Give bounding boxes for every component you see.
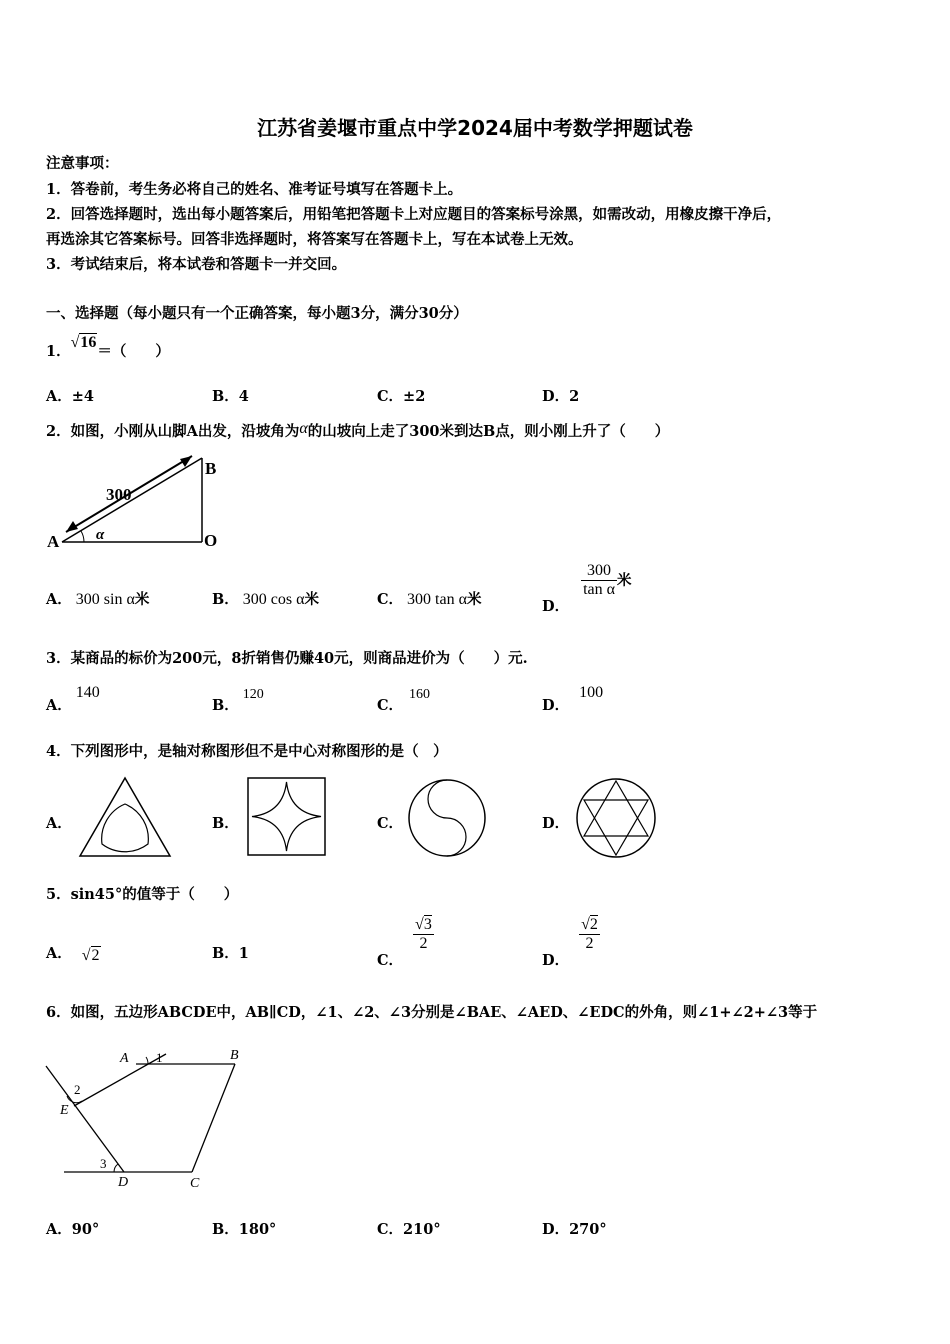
- star-triangle-up: [584, 781, 648, 836]
- q2-option-a[interactable]: A． 300 sin α米: [46, 591, 150, 608]
- notice-item-1: 1．答卷前，考生务必将自己的姓名、准考证号填写在答题卡上。: [46, 181, 463, 198]
- q4-option-b-figure[interactable]: [246, 776, 328, 858]
- q3-option-c[interactable]: C．160: [377, 687, 431, 714]
- point-a-label: A: [47, 532, 60, 551]
- angle-arc: [81, 531, 84, 542]
- pentagon-figure: [44, 1044, 254, 1194]
- q1-option-c[interactable]: C．±2: [377, 388, 426, 405]
- q6-option-b[interactable]: B．180°: [212, 1221, 277, 1238]
- reuleaux-triangle-outline: [80, 778, 170, 856]
- q2-option-d-fraction: $\frac{300}{\text{tan α}}$: [583, 562, 616, 598]
- slope-figure: [44, 452, 234, 552]
- q3-option-d[interactable]: D．100: [542, 684, 604, 714]
- star-circle: [577, 779, 655, 857]
- q2-option-c[interactable]: C． 300 tan α米: [377, 591, 482, 608]
- q1-option-b[interactable]: B．4: [212, 388, 249, 405]
- notice-heading: 注意事项：: [46, 155, 119, 172]
- angle-3-arc: [114, 1164, 118, 1172]
- yin-yang-curve: [428, 780, 466, 856]
- vertex-c-label: C: [190, 1176, 200, 1191]
- point-b-label: B: [205, 459, 217, 478]
- q3-option-b[interactable]: B．120: [212, 687, 264, 714]
- notice-item-3: 3．考试结束后，将本试卷和答题卡一并交回。: [46, 256, 347, 273]
- notice-item-2-cont: 再选涂其它答案标号。回答非选择题时，将答案写在答题卡上，写在本试卷上无效。: [46, 231, 583, 248]
- q5-option-b[interactable]: B．1: [212, 945, 249, 962]
- vertex-d-label: D: [118, 1175, 129, 1190]
- q5-stem: 5．sin45°的值等于（ ）: [46, 886, 239, 903]
- q5-option-c[interactable]: C． $\frac{√3}{2}$: [377, 916, 432, 969]
- q2-option-b[interactable]: B． 300 cos α米: [212, 591, 319, 608]
- q2-option-d[interactable]: D． $\frac{300}{\text{tan α}}$ 米: [542, 562, 632, 615]
- q6-option-c[interactable]: C．210°: [377, 1221, 441, 1238]
- q4-option-a-label[interactable]: A．: [46, 815, 72, 832]
- slope-hypotenuse: [62, 458, 202, 542]
- q5-option-d-fraction: $\frac{√2}{2}$: [581, 916, 598, 952]
- reuleaux-curve: [102, 804, 149, 852]
- vertex-b-label: B: [230, 1048, 239, 1063]
- angle-1-arc: [146, 1057, 148, 1064]
- q6-option-d[interactable]: D．270°: [542, 1221, 607, 1238]
- q6-option-a[interactable]: A．90°: [46, 1221, 100, 1238]
- q4-option-b-label[interactable]: B．: [212, 815, 239, 832]
- segment-ed-extended: [46, 1066, 124, 1172]
- angle-2-label: 2: [74, 1082, 81, 1097]
- q5-option-a[interactable]: A． √2: [46, 945, 100, 964]
- q4-stem: 4．下列图形中，是轴对称图形但不是中心对称图形的是（ ）: [46, 743, 448, 760]
- q3-option-a[interactable]: A．140: [46, 684, 100, 714]
- q1-stem: [46, 334, 170, 361]
- q4-option-c-figure[interactable]: [405, 776, 489, 860]
- q1-radicand: 16: [80, 334, 97, 351]
- q4-option-c-label[interactable]: C．: [377, 815, 404, 832]
- notice-item-2: 2．回答选择题时，选出每小题答案后，用铅笔把答题卡上对应题目的答案标号涂黑，如需改动，用橡皮擦干净后，: [46, 206, 782, 223]
- q4-option-a-figure[interactable]: [76, 774, 174, 860]
- vertex-e-label: E: [60, 1103, 69, 1118]
- q1-tail: ＝（ ）: [97, 343, 170, 360]
- square-outline: [248, 778, 325, 855]
- vertex-a-label: A: [120, 1051, 129, 1066]
- star-triangle-down: [584, 800, 648, 855]
- q2-stem: 2．如图，小刚从山脚A出发，沿坡角为α的山坡向上走了300米到达B点，则小刚上升了（ ）: [46, 420, 670, 440]
- page-title: 江苏省姜堰市重点中学2024届中考数学押题试卷: [257, 116, 693, 140]
- point-o-label: O: [204, 531, 218, 550]
- length-label: 300: [106, 485, 132, 504]
- angle-label: α: [96, 527, 105, 543]
- q1-option-d[interactable]: D．2: [542, 388, 580, 405]
- angle-1-label: 1: [156, 1050, 163, 1065]
- q4-option-d-label[interactable]: D．: [542, 815, 570, 832]
- section-heading: 一、选择题（每小题只有一个正确答案，每小题3分，满分30分）: [46, 305, 468, 322]
- q1-number: 1．: [46, 343, 71, 360]
- q5-option-d[interactable]: D． $\frac{√2}{2}$: [542, 916, 598, 969]
- q1-option-a[interactable]: A．±4: [46, 388, 95, 405]
- q5-option-c-fraction: $\frac{√3}{2}$: [415, 916, 432, 952]
- angle-3-label: 3: [100, 1156, 107, 1171]
- arrow-head-down: [66, 521, 78, 532]
- q3-stem: 3．某商品的标价为200元，8折销售仍赚40元，则商品进价为（ ）元.: [46, 650, 528, 667]
- q1-sqrt: √16: [70, 334, 97, 351]
- q6-stem: 6．如图，五边形ABCDE中，AB∥CD，∠1、∠2、∠3分别是∠BAE、∠AED、∠EDC的外角，则∠1+∠2+∠3等于: [46, 1004, 818, 1021]
- q2-alpha: α: [299, 420, 308, 437]
- segment-bc: [192, 1064, 235, 1172]
- q4-option-d-figure[interactable]: [574, 776, 658, 860]
- four-point-star: [252, 782, 321, 851]
